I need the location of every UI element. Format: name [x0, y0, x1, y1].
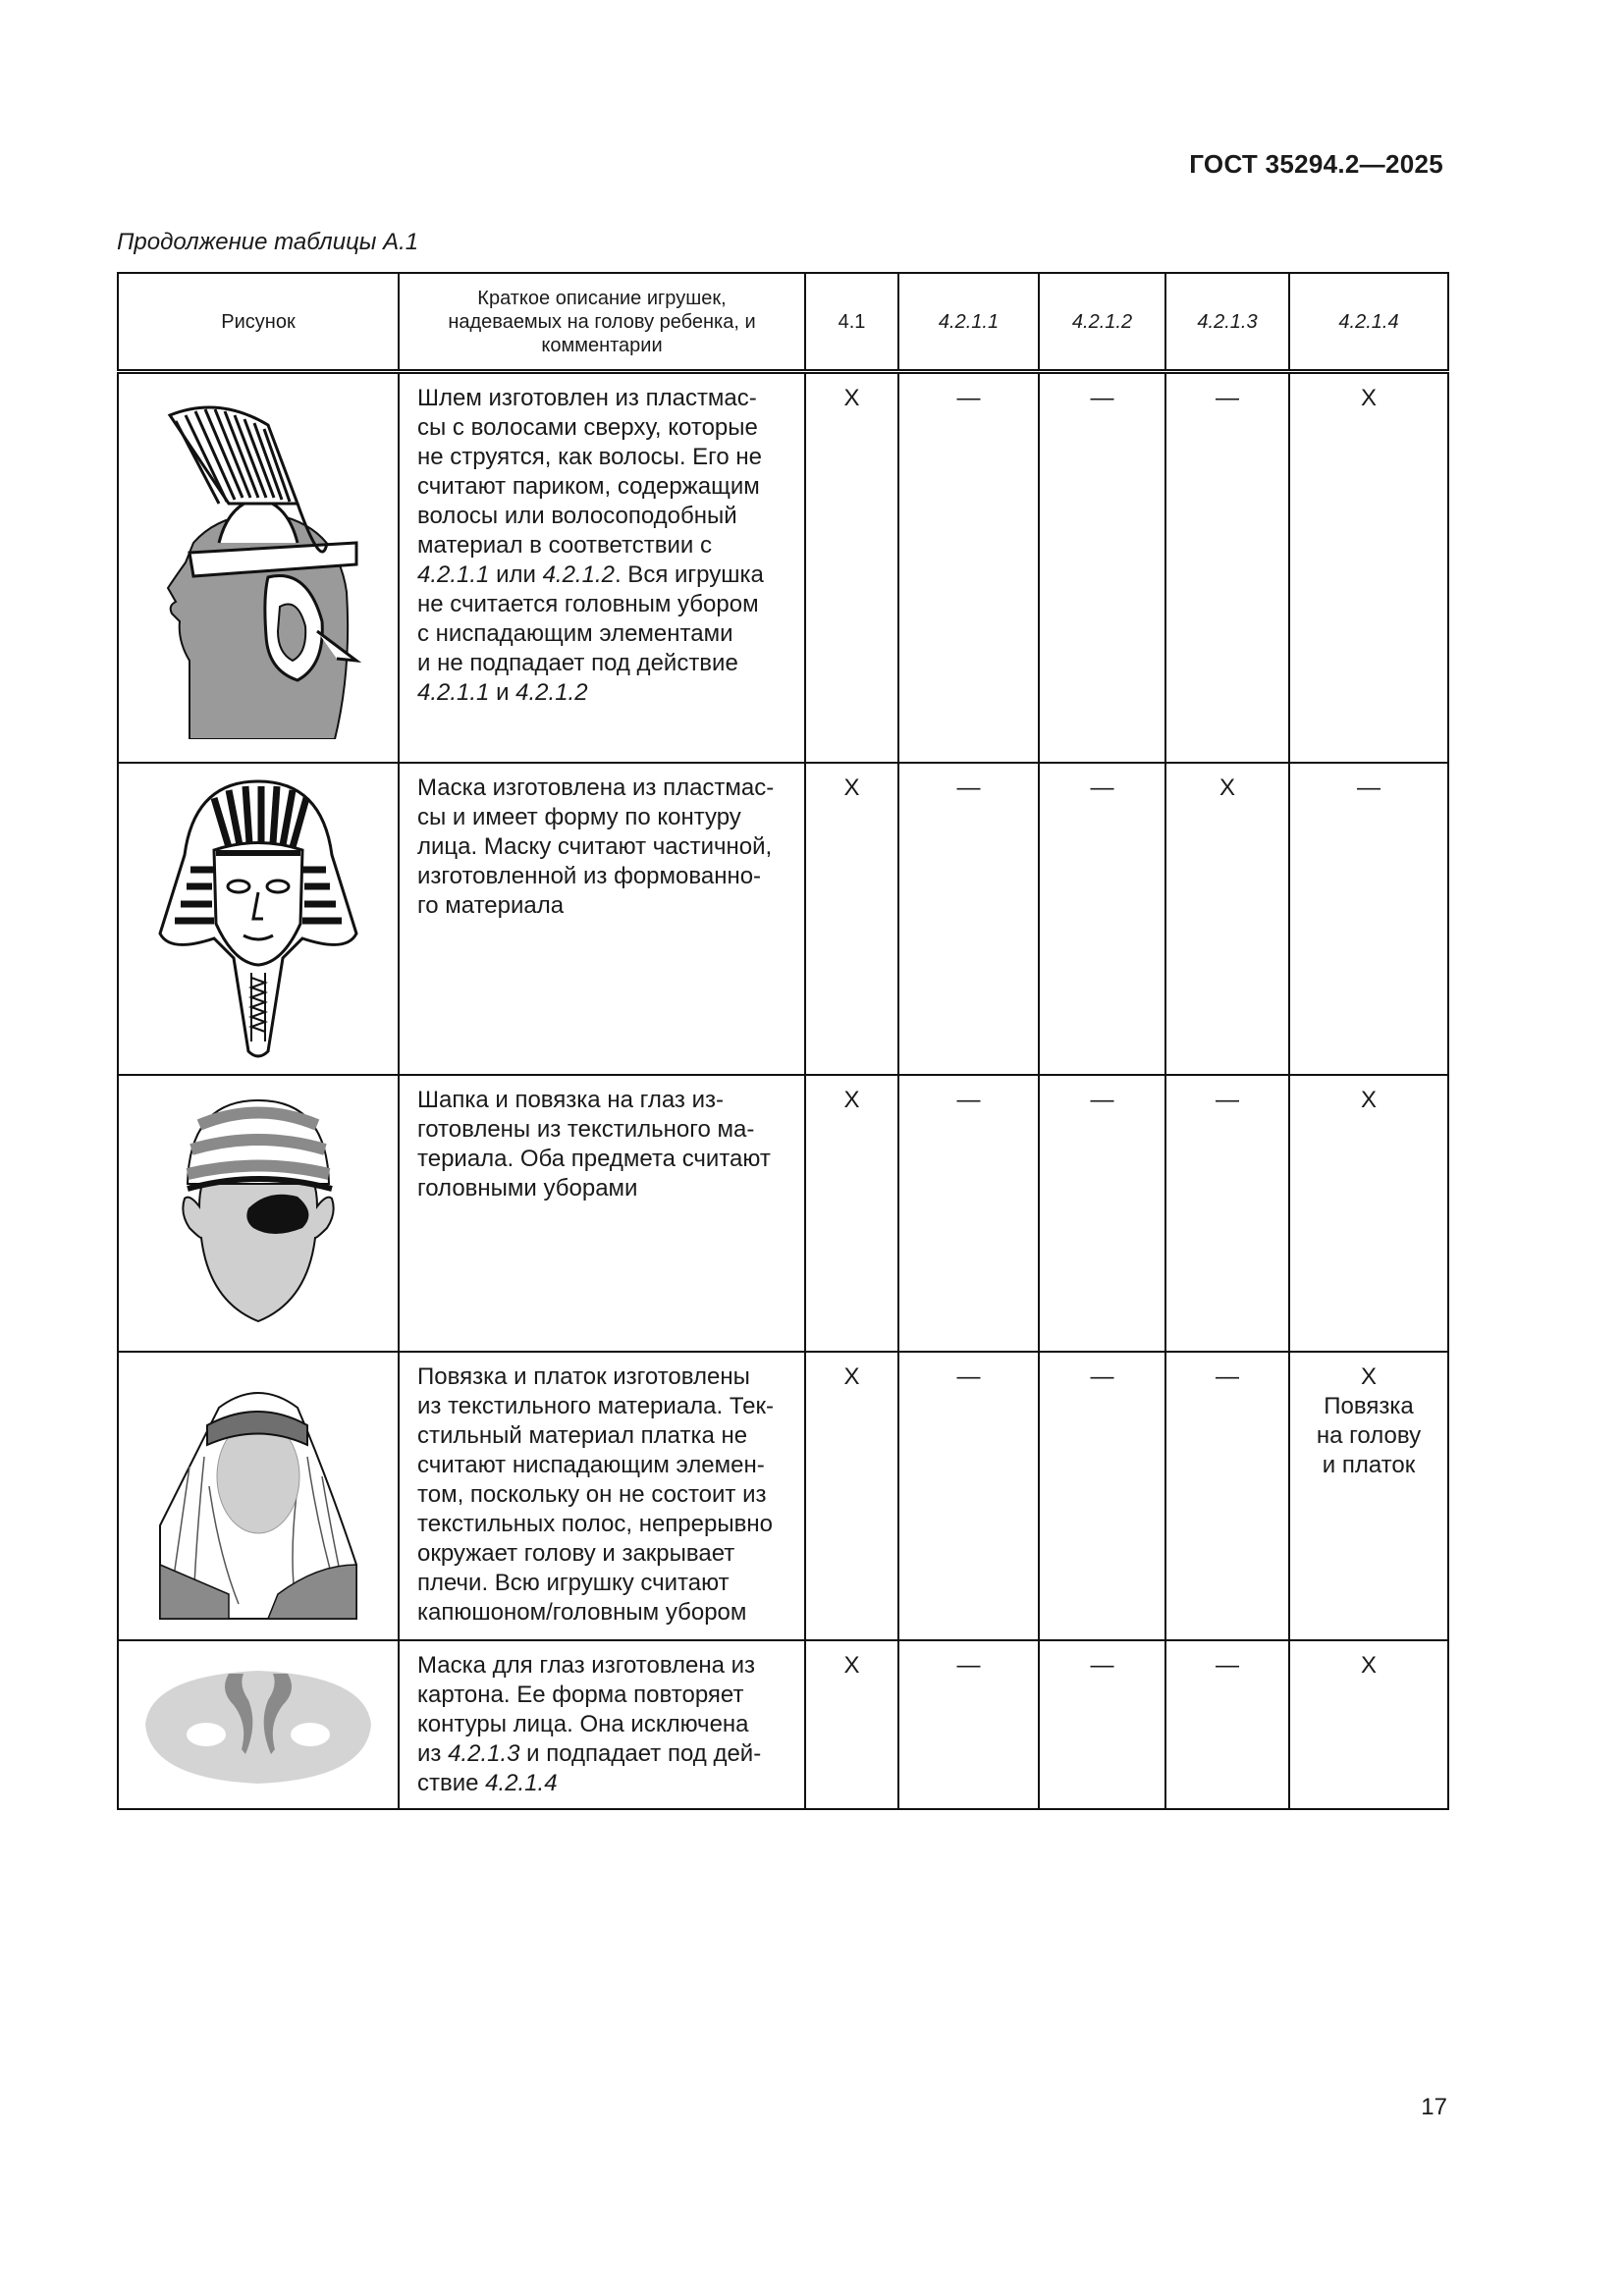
- mark-cell: X: [805, 1640, 898, 1809]
- mark-cell: —: [1039, 372, 1165, 763]
- description-line: плечи. Всю игрушку считают: [417, 1569, 730, 1596]
- description-line: сы и имеет форму по контуру: [417, 803, 741, 830]
- description-line: лица. Маску считают частичной,: [417, 832, 773, 860]
- description-cell: [399, 763, 805, 1075]
- mark-note-line: на голову: [1316, 1421, 1422, 1449]
- description-line: [417, 1769, 792, 1798]
- column-header-figure: Рисунок: [118, 273, 399, 372]
- mark-cell: —: [898, 763, 1039, 1075]
- headscarf-band-icon: [150, 1368, 366, 1624]
- text-fragment: и подпадает под дей-: [519, 1739, 762, 1767]
- description-cell: [399, 372, 805, 763]
- mark-cell: —: [898, 372, 1039, 763]
- table-row: [118, 372, 1448, 763]
- description-cell: [399, 1640, 805, 1809]
- description-line: считают париком, содержащим: [417, 473, 760, 500]
- mark-cell: X: [805, 1352, 898, 1640]
- mark-cell: X: [1289, 1640, 1448, 1809]
- description-line: [417, 678, 792, 708]
- mark-cell: —: [1039, 1075, 1165, 1352]
- column-header-description: Краткое описание игрушек, надеваемых на голову ребенка, и комментарии: [399, 273, 805, 372]
- document-number: ГОСТ 35294.2—2025: [1189, 149, 1443, 179]
- mark-cell: —: [898, 1352, 1039, 1640]
- figure-cell: [118, 1075, 399, 1352]
- text-fragment: или: [489, 561, 543, 588]
- description-line: считают ниспадающим элемен-: [417, 1451, 765, 1478]
- text-fragment: . Вся игрушка: [614, 561, 764, 588]
- description-line: текстильных полос, непрерывно: [417, 1510, 773, 1537]
- description-line: го материала: [417, 891, 565, 919]
- description-line: волосы или волосоподобный: [417, 503, 737, 529]
- clause-ref: 4.2.1.2: [515, 679, 588, 706]
- description-line: из текстильного материала. Тек-: [417, 1392, 774, 1419]
- description-line: материал в соответствии с: [417, 532, 712, 559]
- description-cell: [399, 1075, 805, 1352]
- classification-table: [117, 272, 1449, 1810]
- clause-ref: 4.2.1.1: [417, 679, 490, 706]
- table-row: [118, 763, 1448, 1075]
- table-caption: Продолжение таблицы А.1: [117, 229, 419, 255]
- mark-cell: —: [1165, 1640, 1289, 1809]
- mark-cell: —: [1039, 1640, 1165, 1809]
- mark-cell: X: [805, 1075, 898, 1352]
- figure-cell: [118, 763, 399, 1075]
- description-line: изготовленной из формованно-: [417, 862, 762, 889]
- column-header-4-2-1-4: 4.2.1.4: [1289, 273, 1448, 372]
- description-line: териала. Оба предмета считают: [417, 1145, 771, 1172]
- eye-mask-icon: [135, 1656, 381, 1793]
- mark-cell: —: [898, 1075, 1039, 1352]
- description-line: не струятся, как волосы. Его не: [417, 444, 763, 470]
- description-line: том, поскольку он не состоит из: [417, 1480, 767, 1508]
- column-header-4-2-1-2: 4.2.1.2: [1039, 273, 1165, 372]
- table-header-row: [118, 273, 1448, 372]
- description-line: Шапка и повязка на глаз из-: [417, 1086, 724, 1113]
- table-row: [118, 1640, 1448, 1809]
- description-line: окружает голову и закрывает: [417, 1539, 735, 1567]
- mark-cell: [1289, 1352, 1448, 1640]
- column-header-4-2-1-1: 4.2.1.1: [898, 273, 1039, 372]
- mark-note-line: и платок: [1322, 1451, 1416, 1478]
- clause-ref: 4.2.1.2: [542, 561, 615, 588]
- description-line: [417, 561, 792, 590]
- column-header-4-1: 4.1: [805, 273, 898, 372]
- mark-cell: —: [1165, 372, 1289, 763]
- column-header-4-2-1-3: 4.2.1.3: [1165, 273, 1289, 372]
- mark-cell: X: [1165, 763, 1289, 1075]
- description-line: Маска изготовлена из пластмас-: [417, 774, 775, 801]
- cap-eyepatch-icon: [160, 1091, 356, 1336]
- description-line: сы с волосами сверху, которые: [417, 414, 758, 441]
- pharaoh-mask-icon: [155, 776, 361, 1061]
- roman-helmet-icon: [150, 396, 366, 739]
- table-row: [118, 1075, 1448, 1352]
- figure-cell: [118, 1352, 399, 1640]
- description-line: готовлены из текстильного ма-: [417, 1115, 755, 1143]
- mark-value: X: [1360, 1362, 1377, 1390]
- mark-cell: X: [805, 763, 898, 1075]
- mark-cell: X: [1289, 372, 1448, 763]
- mark-cell: X: [805, 372, 898, 763]
- description-line: Маска для глаз изготовлена из: [417, 1651, 756, 1679]
- mark-cell: —: [898, 1640, 1039, 1809]
- text-fragment: и: [489, 679, 516, 706]
- figure-cell: [118, 372, 399, 763]
- description-line: Повязка и платок изготовлены: [417, 1362, 750, 1390]
- figure-cell: [118, 1640, 399, 1809]
- description-line: контуры лица. Она исключена: [417, 1710, 749, 1737]
- table-row: [118, 1352, 1448, 1640]
- mark-cell: —: [1165, 1352, 1289, 1640]
- mark-cell: —: [1039, 1352, 1165, 1640]
- text-fragment: ствие: [417, 1769, 486, 1796]
- description-line: капюшоном/головным убором: [417, 1598, 747, 1626]
- mark-note-line: Повязка: [1324, 1392, 1414, 1419]
- page-number: 17: [1421, 2094, 1447, 2120]
- text-fragment: из: [417, 1739, 449, 1767]
- description-line: не считается головным убором: [417, 591, 759, 617]
- mark-cell: —: [1289, 763, 1448, 1075]
- description-line: картона. Ее форма повторяет: [417, 1681, 744, 1708]
- clause-ref: 4.2.1.3: [448, 1739, 520, 1767]
- description-line: и не подпадает под действие: [417, 650, 738, 676]
- description-cell: [399, 1352, 805, 1640]
- description-line: стильный материал платка не: [417, 1421, 748, 1449]
- description-line: Шлем изготовлен из пластмас-: [417, 385, 757, 411]
- description-line: с ниспадающим элементами: [417, 620, 733, 647]
- mark-cell: —: [1165, 1075, 1289, 1352]
- description-line: головными уборами: [417, 1174, 638, 1201]
- mark-cell: —: [1039, 763, 1165, 1075]
- description-line: [417, 1739, 792, 1769]
- mark-cell: X: [1289, 1075, 1448, 1352]
- clause-ref: 4.2.1.1: [417, 561, 490, 588]
- clause-ref: 4.2.1.4: [485, 1769, 558, 1796]
